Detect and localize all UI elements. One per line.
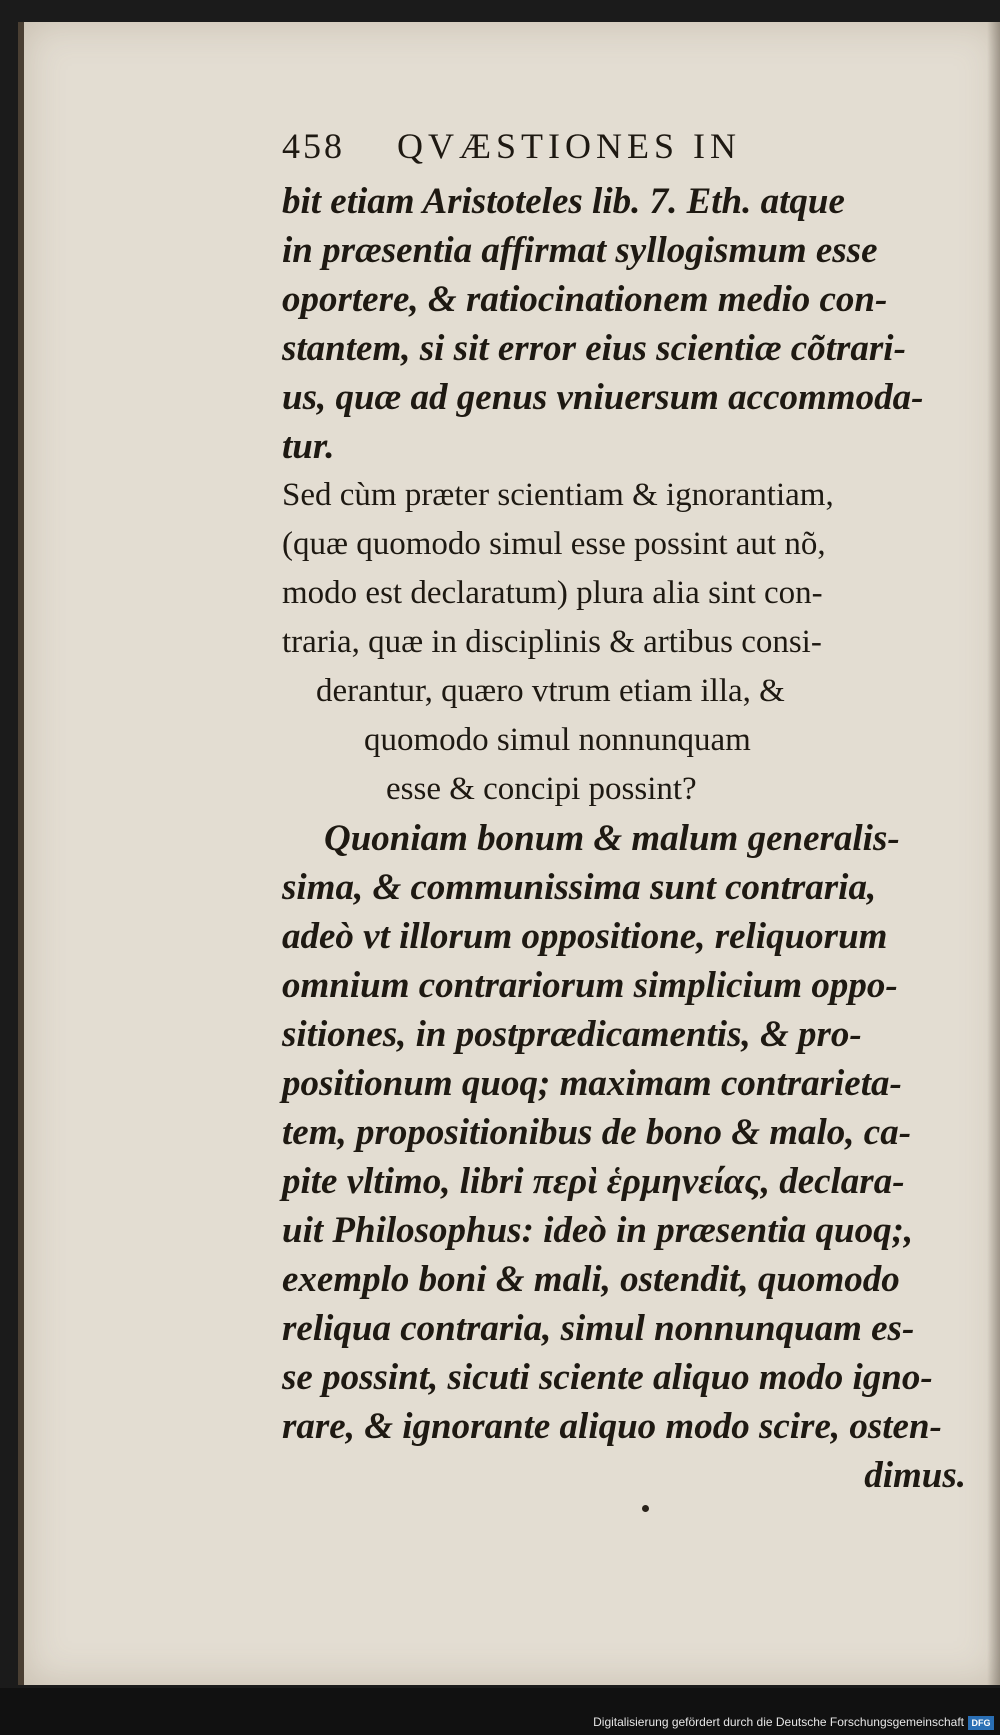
text-line: positionum quoq; maximam contrarieta- [282,1063,902,1104]
text-line: Quoniam bonum & malum generalis- [324,818,900,859]
text-line: quomodo simul nonnunquam [364,722,751,758]
page-header [282,125,972,177]
page-edge-shadow [987,22,1000,1685]
footer-bar [0,1688,1000,1735]
text-line: tur. [282,426,335,467]
running-title: QVÆSTIONES IN [397,126,741,166]
text-line: pite vltimo, libri περὶ ἑρμηνείας, declara- [282,1161,905,1202]
text-line: in præsentia affirmat syllogismum esse [282,230,878,271]
text-line: us, quæ ad genus vniuersum accommoda- [282,377,924,418]
text-line: exemplo boni & mali, ostendit, quomodo [282,1259,900,1300]
text-lines [282,177,972,1500]
text-line: bit etiam Aristoteles lib. 7. Eth. atque [282,181,845,222]
text-line: sima, & communissima sunt contraria, [282,867,877,908]
text-line: omnium contrariorum simplicium oppo- [282,965,898,1006]
dfg-logo-icon: DFG [968,1716,994,1730]
footer-credit: Digitalisierung gefördert durch die Deutsche Forschungsgemeinschaft [593,1715,964,1729]
text-line: reliqua contraria, simul nonnunquam es- [282,1308,915,1349]
text-line: dimus. [864,1455,966,1496]
printed-dot-mark [642,1505,649,1512]
text-line: sitiones, in postprædicamentis, & pro- [282,1014,862,1055]
text-line: se possint, sicuti sciente aliquo modo igno- [282,1357,933,1398]
text-line: esse & concipi possint? [386,771,697,807]
text-line: (quæ quomodo simul esse possint aut nõ, [282,526,826,562]
text-line: stantem, si sit error eius scientiæ cõtrari- [282,328,906,369]
text-line: uit Philosophus: ideò in præsentia quoq;, [282,1210,914,1251]
text-line: modo est declaratum) plura alia sint con- [282,575,823,611]
page-number: 458 [282,126,345,166]
text-line: Sed cùm præter scientiam & ignorantiam, [282,477,834,513]
text-line: tem, propositionibus de bono & malo, ca- [282,1112,912,1153]
text-line: traria, quæ in disciplinis & artibus consi- [282,624,822,660]
text-line: adeò vt illorum oppositione, reliquorum [282,916,888,957]
text-line: rare, & ignorante aliquo modo scire, osten- [282,1406,942,1447]
page-text-block [282,125,972,1500]
text-line: derantur, quæro vtrum etiam illa, & [316,673,785,709]
text-line: oportere, & ratiocinationem medio con- [282,279,888,320]
